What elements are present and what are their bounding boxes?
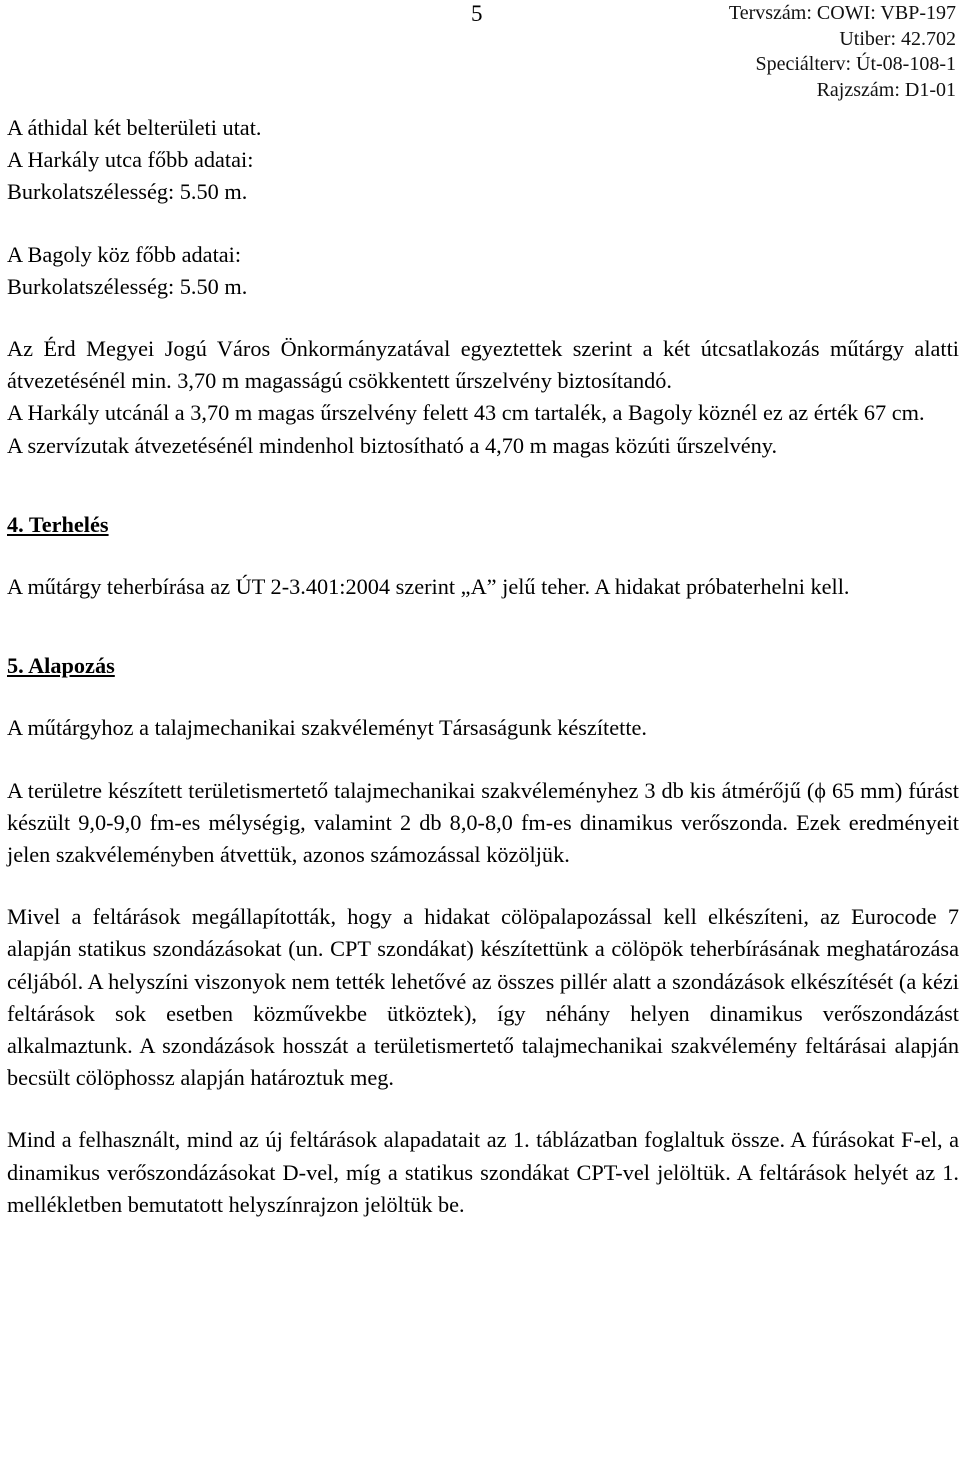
drawing-number: Rajzszám: D1-01	[816, 78, 956, 101]
intro-line: Burkolatszélesség: 5.50 m.	[7, 179, 248, 205]
page-number: 5	[471, 1, 483, 26]
section-heading-terheles: 4. Terhelés	[7, 511, 109, 537]
section-5-paragraph: A területre készített területismertető talajmechanikai szakvéleményhez 3 db kis átmérőjű (ϕ 65 mm) fúrást készült 9,0-9,0 fm-es mélységig, valamint 2 db 8,0-8,0 fm-es dinamikus verőszonda. Ezek eredményeit jelen szakvéleményben átvettük, azonos számozással közöljük.	[7, 777, 959, 868]
section-5-paragraph: A műtárgyhoz a talajmechanikai szakvéleményt Társaságunk készítette.	[7, 715, 647, 741]
intro-line: A Harkály utca főbb adatai:	[7, 147, 254, 173]
section-heading-alapozas: 5. Alapozás	[7, 653, 115, 679]
special-plan-number: Speciálterv: Út-08-108-1	[755, 53, 956, 75]
intro-line: A áthidal két belterületi utat.	[7, 115, 262, 140]
section-5-paragraph: Mivel a feltárások megállapították, hogy a hidakat cölöpalapozással kell elkészíteni, az Eurocode 7 alapján statikus szondázásokat (un. CPT szondákat) készítettünk a cölöpök teherbírásának meghatározása céljából. A helyszíni viszonyok nem tették lehetővé az összes pillér alatt a szondázások elkészítését (a kézi feltárások sok esetben közművekbe ütköztek), így néhány helyen dinamikus verőszondázást alkalmaztunk. A szondázások hosszát a területismertető talajmechanikai szakvélemény feltárásai alapján becsült cölöphossz alapján határoztuk meg.	[7, 904, 959, 1091]
document-body	[7, 112, 959, 1221]
section-5-paragraph: Mind a felhasznált, mind az új feltárások alapadatait az 1. táblázatban foglaltuk össze. A fúrásokat F-el, a dinamikus verőszondázásokat D-vel, míg a statikus szondákat CPT-vel jelöltük. A feltárások helyét az 1. mellékletben bemutatott helyszínrajzon jelöltük be.	[7, 1127, 959, 1217]
clearance-paragraph: A Harkály utcánál a 3,70 m magas űrszelvény felett 43 cm tartalék, a Bagoly köznél ez az érték 67 cm.	[7, 400, 925, 426]
clearance-paragraph: Az Érd Megyei Jogú Város Önkormányzatával egyeztettek szerint a két útcsatlakozás műtárgy alatti átvezetésénél min. 3,70 m magasságú csökkentett űrszelvény biztosítandó.	[7, 336, 959, 394]
section-4-paragraph: A műtárgy teherbírása az ÚT 2-3.401:2004 szerint „A” jelű teher. A hidakat próbaterhelni kell.	[7, 574, 850, 600]
utiber-number: Utiber: 42.702	[839, 27, 956, 50]
bagoly-line: A Bagoly köz főbb adatai:	[7, 241, 242, 267]
plan-number: Tervszám: COWI: VBP-197	[728, 2, 956, 24]
bagoly-line: Burkolatszélesség: 5.50 m.	[7, 273, 248, 299]
clearance-paragraph: A szervízutak átvezetésénél mindenhol biztosítható a 4,70 m magas közúti űrszelvény.	[7, 432, 778, 458]
document-reference-block	[729, 1, 956, 103]
